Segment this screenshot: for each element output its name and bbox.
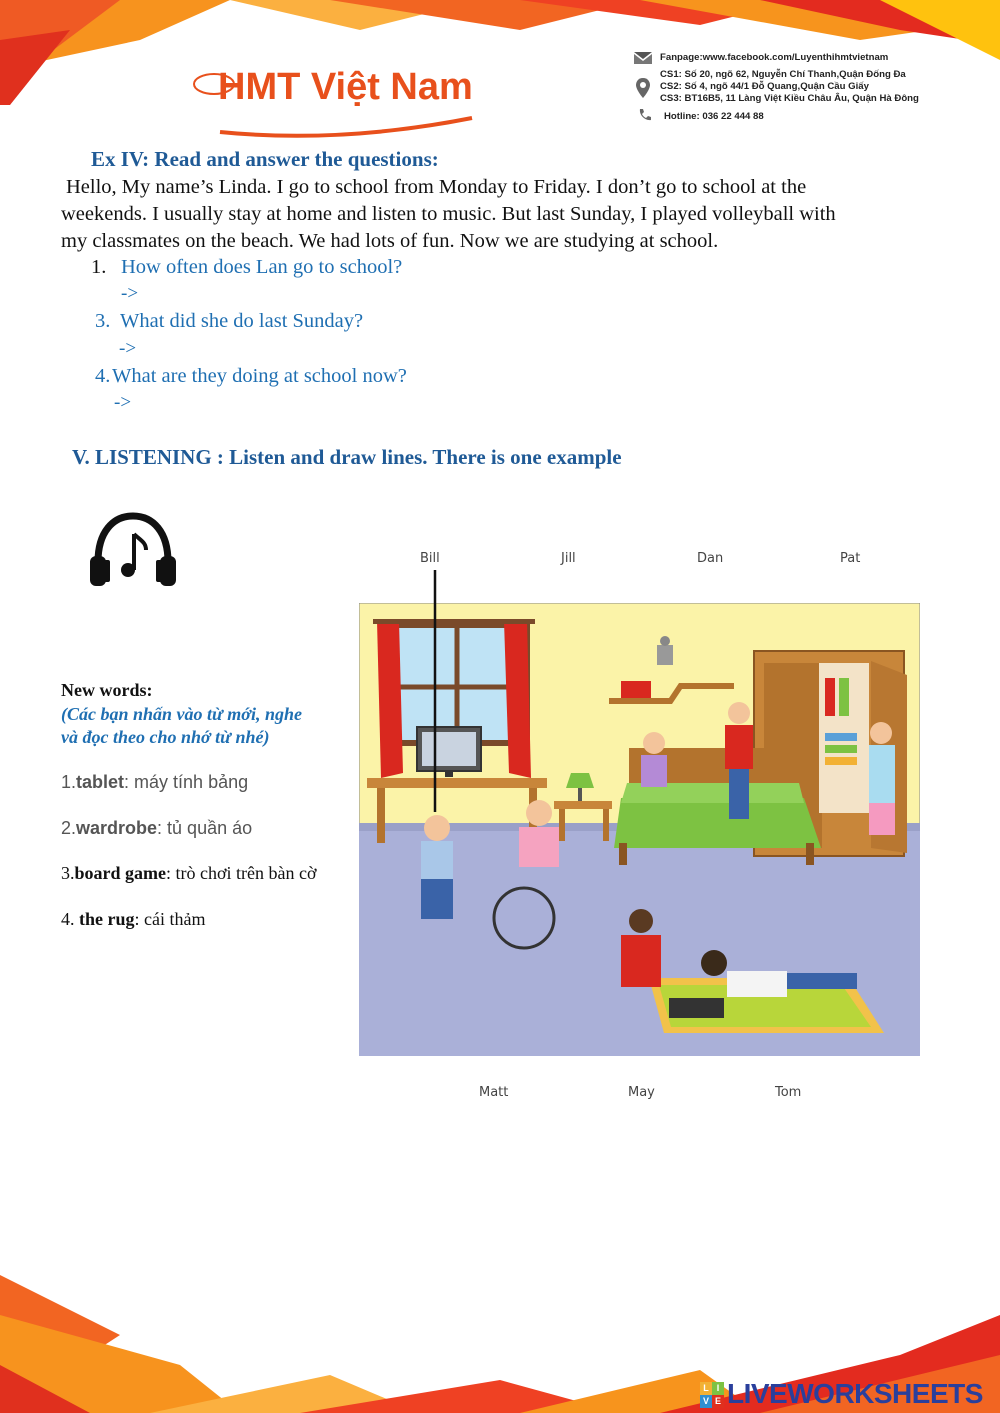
new-word-term[interactable]: board game — [74, 863, 166, 883]
fanpage-text: Fanpage:www.facebook.com/Luyenthihmtvietnam — [660, 52, 889, 63]
address-cs3: CS3: BT16B5, 11 Làng Việt Kiều Châu Âu, Quận Hà Đông — [660, 93, 919, 104]
badge-letter: E — [712, 1395, 724, 1408]
liveworksheets-logo-text[interactable]: LIVEWORKSHEETS — [727, 1378, 983, 1409]
listening-title: V. LISTENING : Listen and draw lines. There is one example — [72, 445, 622, 469]
new-word-term[interactable]: the rug — [79, 909, 135, 929]
new-word-item[interactable] — [61, 909, 205, 930]
liveworksheets-badge — [700, 1382, 724, 1408]
contact-block — [632, 50, 992, 130]
new-words-title: New words: — [61, 680, 153, 700]
new-word-number: 2. — [61, 818, 77, 838]
passage-line: my classmates on the beach. We had lots of fun. Now we are studying at school. — [61, 230, 719, 252]
answer-arrow: -> — [121, 283, 139, 304]
location-pin-icon — [636, 78, 650, 98]
name-label-dan[interactable]: Dan — [697, 551, 724, 566]
name-label-may[interactable]: May — [628, 1085, 655, 1100]
hotline-text: Hotline: 036 22 444 88 — [664, 111, 764, 122]
new-word-item[interactable] — [61, 863, 317, 884]
new-word-meaning: : máy tính bảng — [124, 772, 249, 792]
name-label-matt[interactable]: Matt — [479, 1085, 509, 1100]
badge-letter: L — [700, 1382, 712, 1395]
answer-input-4[interactable] — [142, 391, 502, 413]
question-number: 1. — [91, 256, 107, 278]
new-word-number: 4. — [61, 909, 79, 929]
new-word-meaning: : trò chơi trên bàn cờ — [166, 863, 317, 883]
name-label-tom[interactable]: Tom — [775, 1085, 802, 1100]
example-line — [432, 570, 438, 812]
exercise4-title: Ex IV: Read and answer the questions: — [91, 147, 439, 171]
new-word-term[interactable]: tablet — [76, 772, 125, 792]
address-cs1: CS1: Số 20, ngõ 62, Nguyễn Chí Thanh,Quận Đống Đa — [660, 69, 906, 80]
badge-letter: V — [700, 1395, 712, 1408]
name-label-jill[interactable]: Jill — [561, 551, 576, 566]
phone-icon — [638, 108, 652, 122]
question-text: How often does Lan go to school? — [121, 256, 403, 278]
question-number: 3. — [95, 310, 111, 332]
logo-text: HMT Việt Nam — [218, 66, 473, 108]
new-word-item[interactable] — [61, 772, 248, 793]
passage-line: Hello, My name’s Linda. I go to school from Monday to Friday. I don’t go to school at the — [66, 176, 807, 198]
answer-input-3[interactable] — [148, 337, 508, 359]
answer-input-1[interactable] — [150, 282, 510, 304]
new-words-note: và đọc theo cho nhớ từ nhé) — [61, 727, 270, 747]
reading-passage — [61, 174, 961, 255]
passage-line: weekends. I usually stay at home and listen to music. But last Sunday, I played volleyball with — [61, 203, 836, 225]
bedroom-scene-illustration — [359, 603, 920, 1056]
new-words-note: (Các bạn nhấn vào từ mới, nghe — [61, 704, 302, 724]
name-label-bill[interactable]: Bill — [420, 551, 440, 566]
address-cs2: CS2: Số 4, ngõ 44/1 Đỗ Quang,Quận Cầu Giấy — [660, 81, 869, 92]
question-text: What did she do last Sunday? — [120, 310, 364, 332]
answer-arrow: -> — [114, 392, 132, 413]
new-word-meaning: : tủ quần áo — [157, 818, 253, 838]
new-word-number: 1. — [61, 772, 77, 792]
new-word-term[interactable]: wardrobe — [76, 818, 158, 838]
question-text: What are they doing at school now? — [112, 365, 407, 387]
headphones-icon[interactable] — [88, 512, 178, 590]
name-label-pat[interactable]: Pat — [840, 551, 861, 566]
mail-icon — [634, 52, 652, 64]
badge-letter: I — [712, 1382, 724, 1395]
answer-arrow: -> — [119, 338, 137, 359]
logo — [190, 62, 480, 142]
new-word-meaning: : cái thảm — [134, 909, 206, 929]
new-word-item[interactable] — [61, 818, 252, 839]
question-number: 4. — [95, 365, 111, 387]
new-word-number: 3. — [61, 863, 75, 883]
